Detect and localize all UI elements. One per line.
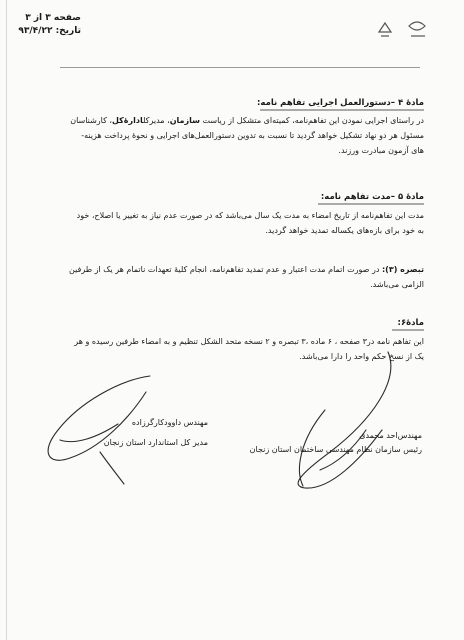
right-handwritten-signature <box>298 352 391 488</box>
article-6-title: مادهٔ۶: <box>397 318 424 328</box>
article-4-line-3: های آزمون مبادرت ورزند. <box>338 146 424 155</box>
document-date: تاریخ: ۹۳/۴/۲۲ <box>18 26 81 36</box>
article-4-title: مادهٔ ۴ –دستورالعمل اجرایی تفاهم نامه: <box>257 98 424 108</box>
note-3-label: تبصره (۳): <box>381 265 424 274</box>
article-6-line-2: یک از نسخ حکم واحد را دارا می‌باشد. <box>299 352 424 361</box>
article-6-line-1: این تفاهم نامه در۳ صفحه ، ۶ ماده ،۳ تبصره و ۲ نسخه متحد الشکل تنظیم و به امضاء طرفین رسیده و هر <box>74 337 424 346</box>
article-5-title: مادهٔ ۵ –مدت تفاهم نامه: <box>320 192 424 202</box>
right-signatory <box>250 429 422 457</box>
right-signatory-name: مهندس‌احد محمدی <box>359 431 422 440</box>
right-signatory-title: رئیس سازمان نظام مهندسی ساختمان استان زنجان <box>249 445 422 454</box>
left-signatory-title: مدیر کل استاندارد استان زنجان <box>103 438 208 447</box>
note-3-line-2: الزامی می‌باشد. <box>370 280 424 289</box>
article-4-line-2: مسئول هر دو نهاد تشکیل خواهد گردید تا نسبت به تدوین دستورالعمل‌های اجرایی و نحوهٔ پرداخت هزینه- <box>81 131 424 140</box>
left-signatory-name: مهندس داوود‌کارگرزاده <box>131 418 208 427</box>
note-3-line-1: تبصره (۳): در صورت اتمام مدت اعتبار و عدم تمدید تفاهم‌نامه، انجام کلیهٔ تعهدات ناتمام هر یک از طرفین <box>69 265 424 274</box>
page-number: صفحه ۳ از ۳ <box>25 13 81 23</box>
article-5-line-2: به خود برای بازه‌های یکساله تمدید خواهد گردید. <box>265 226 424 235</box>
article-5-line-1: مدت این تفاهم‌نامه از تاریخ امضاء به مدت یک سال می‌باشد که در صورت عدم نیاز به تغییر یا اصلاح، خود <box>76 211 424 220</box>
article-4-line-1: در راستای اجرایی نمودن این تفاهم‌نامه، کمیته‌ای متشکل از ریاست سازمان، مدیرکلادارهٔ‌کل، کارشناسان <box>70 116 424 125</box>
left-signatory <box>88 416 208 450</box>
